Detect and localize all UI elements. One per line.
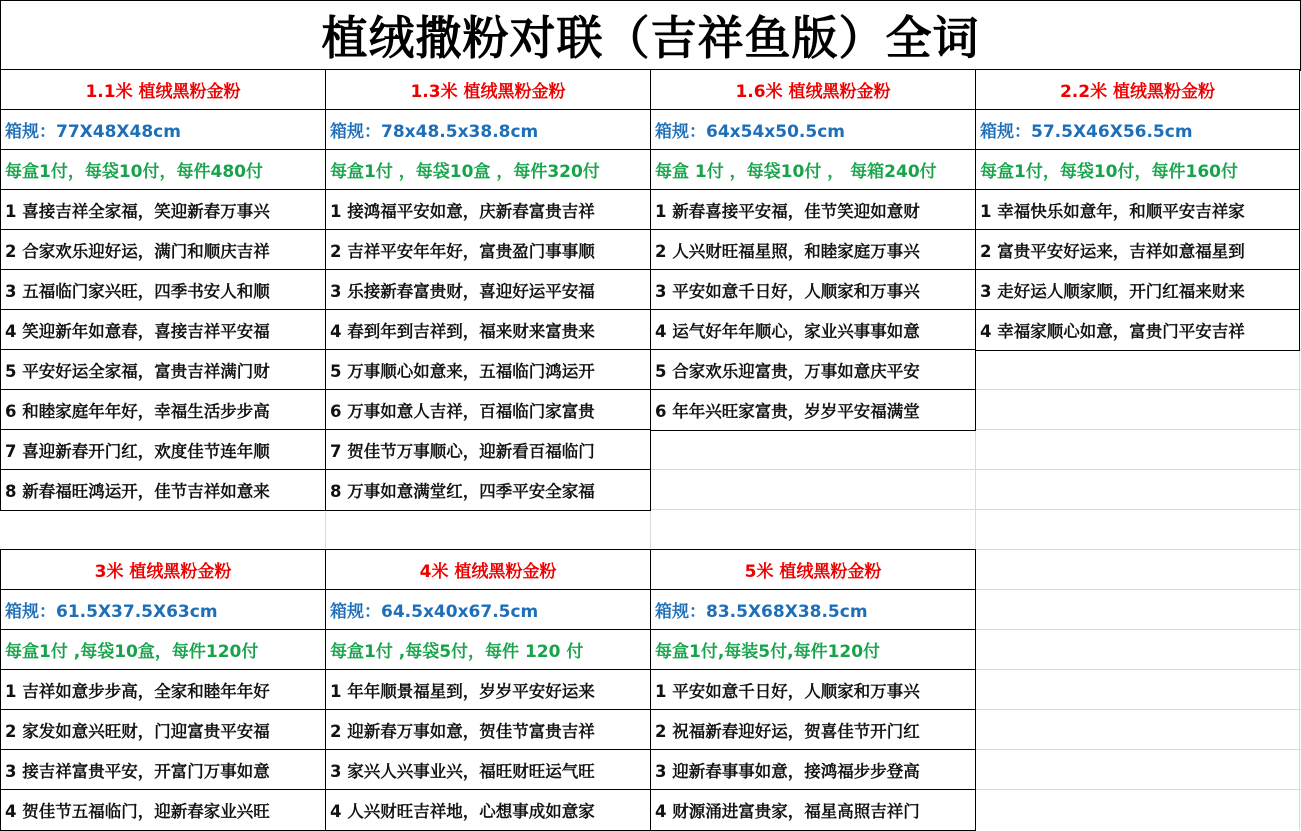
couplet-line: 1 新春喜接平安福，佳节笑迎如意财: [651, 190, 975, 230]
product-header: 4米 植绒黑粉金粉: [326, 550, 650, 590]
packing-info: 每盒 1付 ，每袋10付 ， 每箱240付: [651, 150, 975, 190]
couplet-line: 4 财源涌进富贵家，福星高照吉祥门: [655, 802, 920, 821]
couplet-line: 1 平安如意千日好，人顺家和万事兴: [651, 670, 975, 710]
box-spec: 箱规：61.5X37.5X63cm: [1, 590, 325, 630]
packing-info: 每盒1付 ,每袋5付，每件 120 付: [326, 630, 650, 670]
couplet-line: 3 平安如意千日好，人顺家和万事兴: [651, 270, 975, 310]
couplet-line: 8 新春福旺鸿运开，佳节吉祥如意来: [5, 482, 270, 501]
packing-info: 每盒1付 ,每袋10盒，每件120付: [1, 630, 325, 670]
product-card-5m: [651, 549, 976, 831]
couplet-line: 3 五福临门家兴旺，四季书安人和顺: [1, 270, 325, 310]
couplet-line: 2 吉祥平安年年好，富贵盈门事事顺: [326, 230, 650, 270]
product-card-1-1m: [0, 70, 326, 511]
couplet-line: 4 笑迎新年如意春，喜接吉祥平安福: [1, 310, 325, 350]
product-header: 2.2米 植绒黑粉金粉: [976, 70, 1299, 110]
box-spec: 箱规：78x48.5x38.8cm: [326, 110, 650, 150]
packing-info: 每盒1付,每装5付,每件120付: [651, 630, 975, 670]
couplet-line: 4 幸福家顺心如意，富贵门平安吉祥: [980, 322, 1245, 341]
product-card-1-3m: [326, 70, 651, 511]
couplet-line: 6 年年兴旺家富贵，岁岁平安福满堂: [655, 402, 920, 421]
couplet-line: 6 和睦家庭年年好，幸福生活步步高: [1, 390, 325, 430]
product-card-1-6m: [651, 70, 976, 431]
product-card-4m: [326, 549, 651, 831]
couplet-line: 1 幸福快乐如意年，和顺平安吉祥家: [976, 190, 1299, 230]
product-header: 1.6米 植绒黑粉金粉: [651, 70, 975, 110]
couplet-line: 3 走好运人顺家顺，开门红福来财来: [976, 270, 1299, 310]
couplet-line: 5 万事顺心如意来，五福临门鸿运开: [326, 350, 650, 390]
couplet-line: 1 吉祥如意步步高，全家和睦年年好: [1, 670, 325, 710]
box-spec: 箱规：64.5x40x67.5cm: [326, 590, 650, 630]
couplet-line: 5 合家欢乐迎富贵，万事如意庆平安: [651, 350, 975, 390]
box-spec: 箱规：64x54x50.5cm: [651, 110, 975, 150]
couplet-line: 1 接鸿福平安如意，庆新春富贵吉祥: [326, 190, 650, 230]
couplet-line: 2 祝福新春迎好运，贺喜佳节开门红: [651, 710, 975, 750]
couplet-line: 8 万事如意满堂红，四季平安全家福: [330, 482, 595, 501]
couplet-line: 2 迎新春万事如意，贺佳节富贵吉祥: [326, 710, 650, 750]
couplet-line: 4 运气好年年顺心，家业兴事事如意: [651, 310, 975, 350]
couplet-line: 5 平安好运全家福，富贵吉祥满门财: [1, 350, 325, 390]
couplet-line: 4 人兴财旺吉祥地，心想事成如意家: [330, 802, 595, 821]
couplet-line: 2 合家欢乐迎好运，满门和顺庆吉祥: [1, 230, 325, 270]
packing-info: 每盒1付，每袋10付，每件480付: [1, 150, 325, 190]
couplet-line: 4 贺佳节五福临门，迎新春家业兴旺: [5, 802, 270, 821]
product-header: 3米 植绒黑粉金粉: [1, 550, 325, 590]
box-spec: 箱规：83.5X68X38.5cm: [651, 590, 975, 630]
couplet-line: 3 迎新春事事如意，接鸿福步步登高: [651, 750, 975, 790]
page-title: 植绒撒粉对联（吉祥鱼版）全词: [0, 0, 1301, 71]
box-spec: 箱规：77X48X48cm: [1, 110, 325, 150]
couplet-line: 3 接吉祥富贵平安，开富门万事如意: [1, 750, 325, 790]
couplet-line: 1 年年顺景福星到，岁岁平安好运来: [326, 670, 650, 710]
packing-info: 每盒1付 ，每袋10盒 ，每件320付: [326, 150, 650, 190]
couplet-line: 3 乐接新春富贵财，喜迎好运平安福: [326, 270, 650, 310]
couplet-line: 2 家发如意兴旺财，门迎富贵平安福: [1, 710, 325, 750]
couplet-line: 2 富贵平安好运来，吉祥如意福星到: [976, 230, 1299, 270]
product-header: 5米 植绒黑粉金粉: [651, 550, 975, 590]
product-header: 1.1米 植绒黑粉金粉: [1, 70, 325, 110]
couplet-line: 6 万事如意人吉祥，百福临门家富贵: [326, 390, 650, 430]
couplet-line: 2 人兴财旺福星照，和睦家庭万事兴: [651, 230, 975, 270]
couplet-line: 3 家兴人兴事业兴，福旺财旺运气旺: [326, 750, 650, 790]
product-card-3m: [0, 549, 326, 831]
couplet-line: 4 春到年到吉祥到，福来财来富贵来: [326, 310, 650, 350]
packing-info: 每盒1付，每袋10付，每件160付: [976, 150, 1299, 190]
couplet-line: 1 喜接吉祥全家福，笑迎新春万事兴: [1, 190, 325, 230]
product-card-2-2m: [976, 70, 1300, 351]
product-header: 1.3米 植绒黑粉金粉: [326, 70, 650, 110]
box-spec: 箱规：57.5X46X56.5cm: [976, 110, 1299, 150]
couplet-line: 7 贺佳节万事顺心，迎新看百福临门: [326, 430, 650, 470]
couplet-line: 7 喜迎新春开门红，欢度佳节连年顺: [1, 430, 325, 470]
